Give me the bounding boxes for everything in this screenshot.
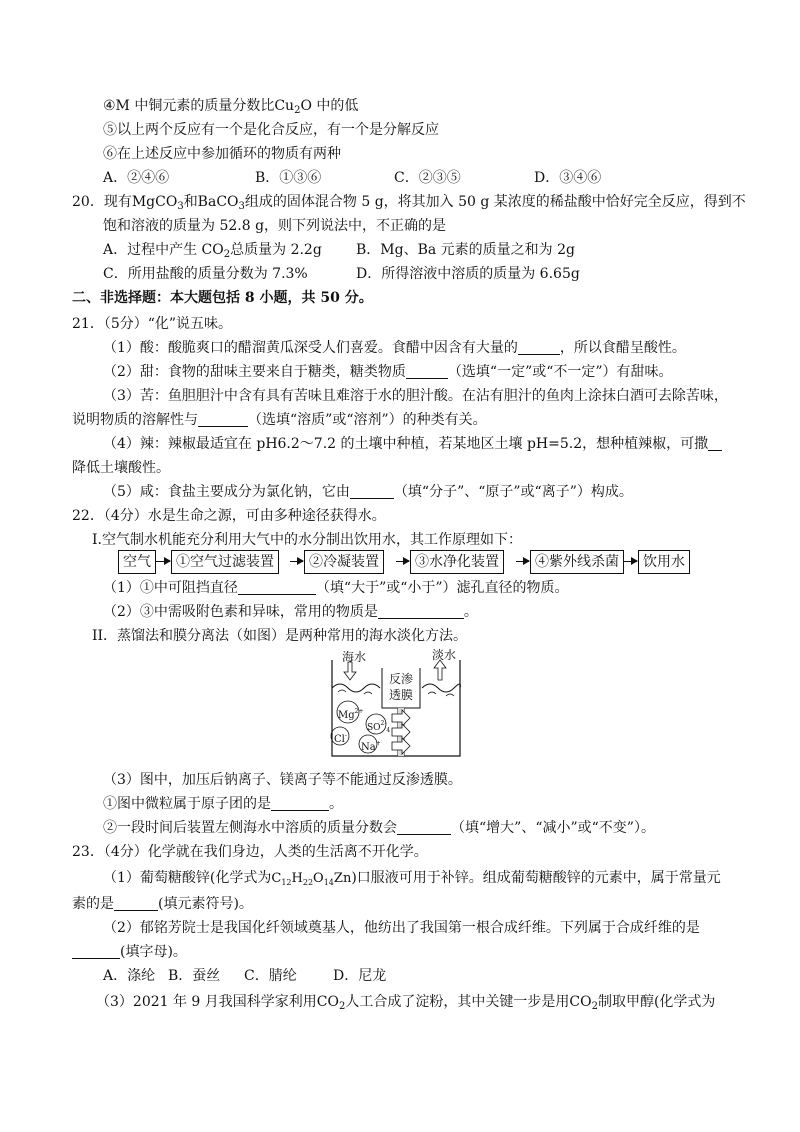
q23-part1-line2: 素的是 (填元素符号)。 xyxy=(72,896,253,912)
q23-part2-line2: (填字母)。 xyxy=(72,942,187,962)
q19-option-a[interactable]: A．②④⑥ xyxy=(103,170,170,186)
q21-blank-2[interactable] xyxy=(406,363,448,379)
q22-part3: （3）图中，加压后钠离子、镁离子等不能通过反渗透膜。 xyxy=(103,772,462,788)
label-membrane-1: 反渗 xyxy=(389,672,414,686)
q20-stem-line2: 饱和溶液的质量为 52.8 g，则下列说法中，不正确的是 xyxy=(103,218,447,234)
flow-arrow xyxy=(516,561,529,562)
flow-arrow xyxy=(396,561,409,562)
q20-option-b[interactable]: B．Mg、Ba 元素的质量之和为 2g xyxy=(356,242,575,258)
flow-box-uv: ④紫外线杀菌 xyxy=(530,550,624,574)
flow-box-condense: ②冷凝装置 xyxy=(304,550,384,574)
q22-part1: （1）①中可阻挡直径 （填“大于”或“小于”）滤孔直径的物质。 xyxy=(103,580,569,596)
q20-stem: 20．现有MgCO$_3$和BaCO$_3$组成的固体混合物 5 g，将其加入 50 g 某浓度的稀盐酸中恰好完全反应，得到不 xyxy=(72,194,746,212)
label-sulfate-ion: $SO^{2-}_4$ xyxy=(367,720,391,734)
q21-part3-line2: 说明物质的溶解性与 （选填“溶质”或“溶剂”）的种类有关。 xyxy=(72,412,487,428)
q22-part2: （2）③中需吸附色素和异味，常用的物质是 。 xyxy=(103,604,478,620)
q23-blank-2[interactable] xyxy=(72,943,120,959)
reverse-osmosis-figure xyxy=(328,648,464,760)
q22-blank-3[interactable] xyxy=(271,795,329,811)
q23-option-b[interactable]: B．蚕丝 xyxy=(168,968,221,984)
statement-4: ④M 中铜元素的质量分数比$Cu_2O$ 中的低 xyxy=(103,98,359,116)
q22-part3-1: ①图中微粒属于原子团的是 。 xyxy=(103,796,343,812)
flow-box-purify: ③水净化装置 xyxy=(410,550,504,574)
flow-box-filter: ①空气过滤装置 xyxy=(171,550,279,574)
flow-arrow xyxy=(156,561,170,562)
label-freshwater: 淡水 xyxy=(432,648,457,662)
q22-part-i: I.空气制水机能充分利用大气中的水分制出饮用水，其工作原理如下： xyxy=(92,532,522,548)
flow-arrow xyxy=(290,561,303,562)
q19-option-b[interactable]: B．①③⑥ xyxy=(255,170,322,186)
label-cl-ion: Cl- xyxy=(334,732,347,745)
q19-option-c[interactable]: C．②③⑤ xyxy=(394,170,461,186)
q21-part1: （1）酸：酸脆爽口的醋溜黄瓜深受人们喜爱。食醋中因含有大量的 ，所以食醋呈酸性。 xyxy=(103,340,686,356)
q21-blank-3[interactable] xyxy=(198,411,248,427)
q21-part2: （2）甜：食物的甜味主要来自于糖类，糖类物质 （选填“一定”或“不一定”）有甜味。 xyxy=(103,364,673,380)
flow-box-air: 空气 xyxy=(118,550,156,574)
flow-box-drinking-water: 饮用水 xyxy=(638,550,690,574)
gluconate-zinc-formula: $C_{12}H_{22}O_{14}Zn$ xyxy=(271,871,352,887)
q21-blank-4[interactable] xyxy=(708,435,722,451)
label-membrane-2: 透膜 xyxy=(389,688,414,702)
q22-blank-1[interactable] xyxy=(238,579,316,595)
co2-formula: $CO_2$ xyxy=(316,994,346,1012)
label-na-ion: Na+ xyxy=(361,740,381,753)
flow-arrow xyxy=(624,561,637,562)
label-mg-ion: $Mg^{2+}$ xyxy=(338,708,364,721)
q21-part3: （3）苦：鱼胆胆汁中含有具有苦味且难溶于水的胆汁酸。在沾有胆汁的鱼肉上涂抹白酒可去除苦味， xyxy=(103,388,728,404)
q21-part5: （5）咸：食盐主要成分为氯化钠，它由 （填“分子”、“原子”或“离子”）构成。 xyxy=(103,484,633,500)
q23-title: 23．（4分）化学就在我们身边，人类的生活离不开化学。 xyxy=(72,844,428,860)
q20-option-a[interactable]: A．过程中产生 $CO_2$总质量为 2.2g xyxy=(103,242,322,260)
statement-5: ⑤以上两个反应有一个是化合反应，有一个是分解反应 xyxy=(103,122,439,138)
q23-part3: （3）2021 年 9 月我国科学家利用$CO_2$人工合成了淀粉，其中关键一步是用$CO_2$制取甲醇(化学式为 xyxy=(96,994,716,1012)
q23-blank-1[interactable] xyxy=(114,895,158,911)
reverse-osmosis-diagram xyxy=(328,648,464,760)
q23-option-a[interactable]: A．涤纶 xyxy=(103,968,156,984)
section-2-heading: 二、非选择题：本大题包括 8 小题，共 50 分。 xyxy=(72,290,373,306)
co2-formula: $CO_2$ xyxy=(569,994,598,1012)
q21-part4: （4）辣：辣椒最适宜在 pH6.2～7.2 的土壤中种植，若某地区土壤 pH=5.2，想种植辣椒，可撒 xyxy=(103,434,722,454)
q22-title: 22．（4分）水是生命之源，可由多种途径获得水。 xyxy=(72,508,386,524)
q22-blank-2[interactable] xyxy=(378,603,464,619)
q21-blank-1[interactable] xyxy=(518,339,560,355)
label-seawater: 海水 xyxy=(342,650,367,664)
q20-option-c[interactable]: C．所用盐酸的质量分数为 7.3% xyxy=(103,266,308,282)
q21-title: 21．（5分）“化”说五味。 xyxy=(72,316,233,332)
q22-part-ii: II．蒸馏法和膜分离法（如图）是两种常用的海水淡化方法。 xyxy=(92,628,468,644)
q21-blank-5[interactable] xyxy=(350,483,394,499)
q21-part4-line2: 降低土壤酸性。 xyxy=(72,460,170,476)
q19-option-d[interactable]: D．③④⑥ xyxy=(534,170,602,186)
q22-part3-2: ②一段时间后装置左侧海水中溶质的质量分数会 （填“增大”、“减小”或“不变”）。 xyxy=(103,820,655,836)
q23-option-d[interactable]: D．尼龙 xyxy=(333,968,387,984)
q23-part1: （1）葡萄糖酸锌(化学式为$C_{12}H_{22}O_{14}Zn$)口服液可用于补锌。组成葡萄糖酸锌的元素中，属于常量元 xyxy=(103,870,721,887)
q22-blank-4[interactable] xyxy=(397,819,451,835)
statement-6: ⑥在上述反应中参加循环的物质有两种 xyxy=(103,146,341,162)
q23-part2: （2）郁铭芳院士是我国化纤领域奠基人，他纺出了我国第一根合成纤维。下列属于合成纤维的是 xyxy=(103,920,700,936)
q20-option-d[interactable]: D．所得溶液中溶质的质量为 6.65g xyxy=(356,266,580,282)
q23-option-c[interactable]: C．腈纶 xyxy=(244,968,297,984)
